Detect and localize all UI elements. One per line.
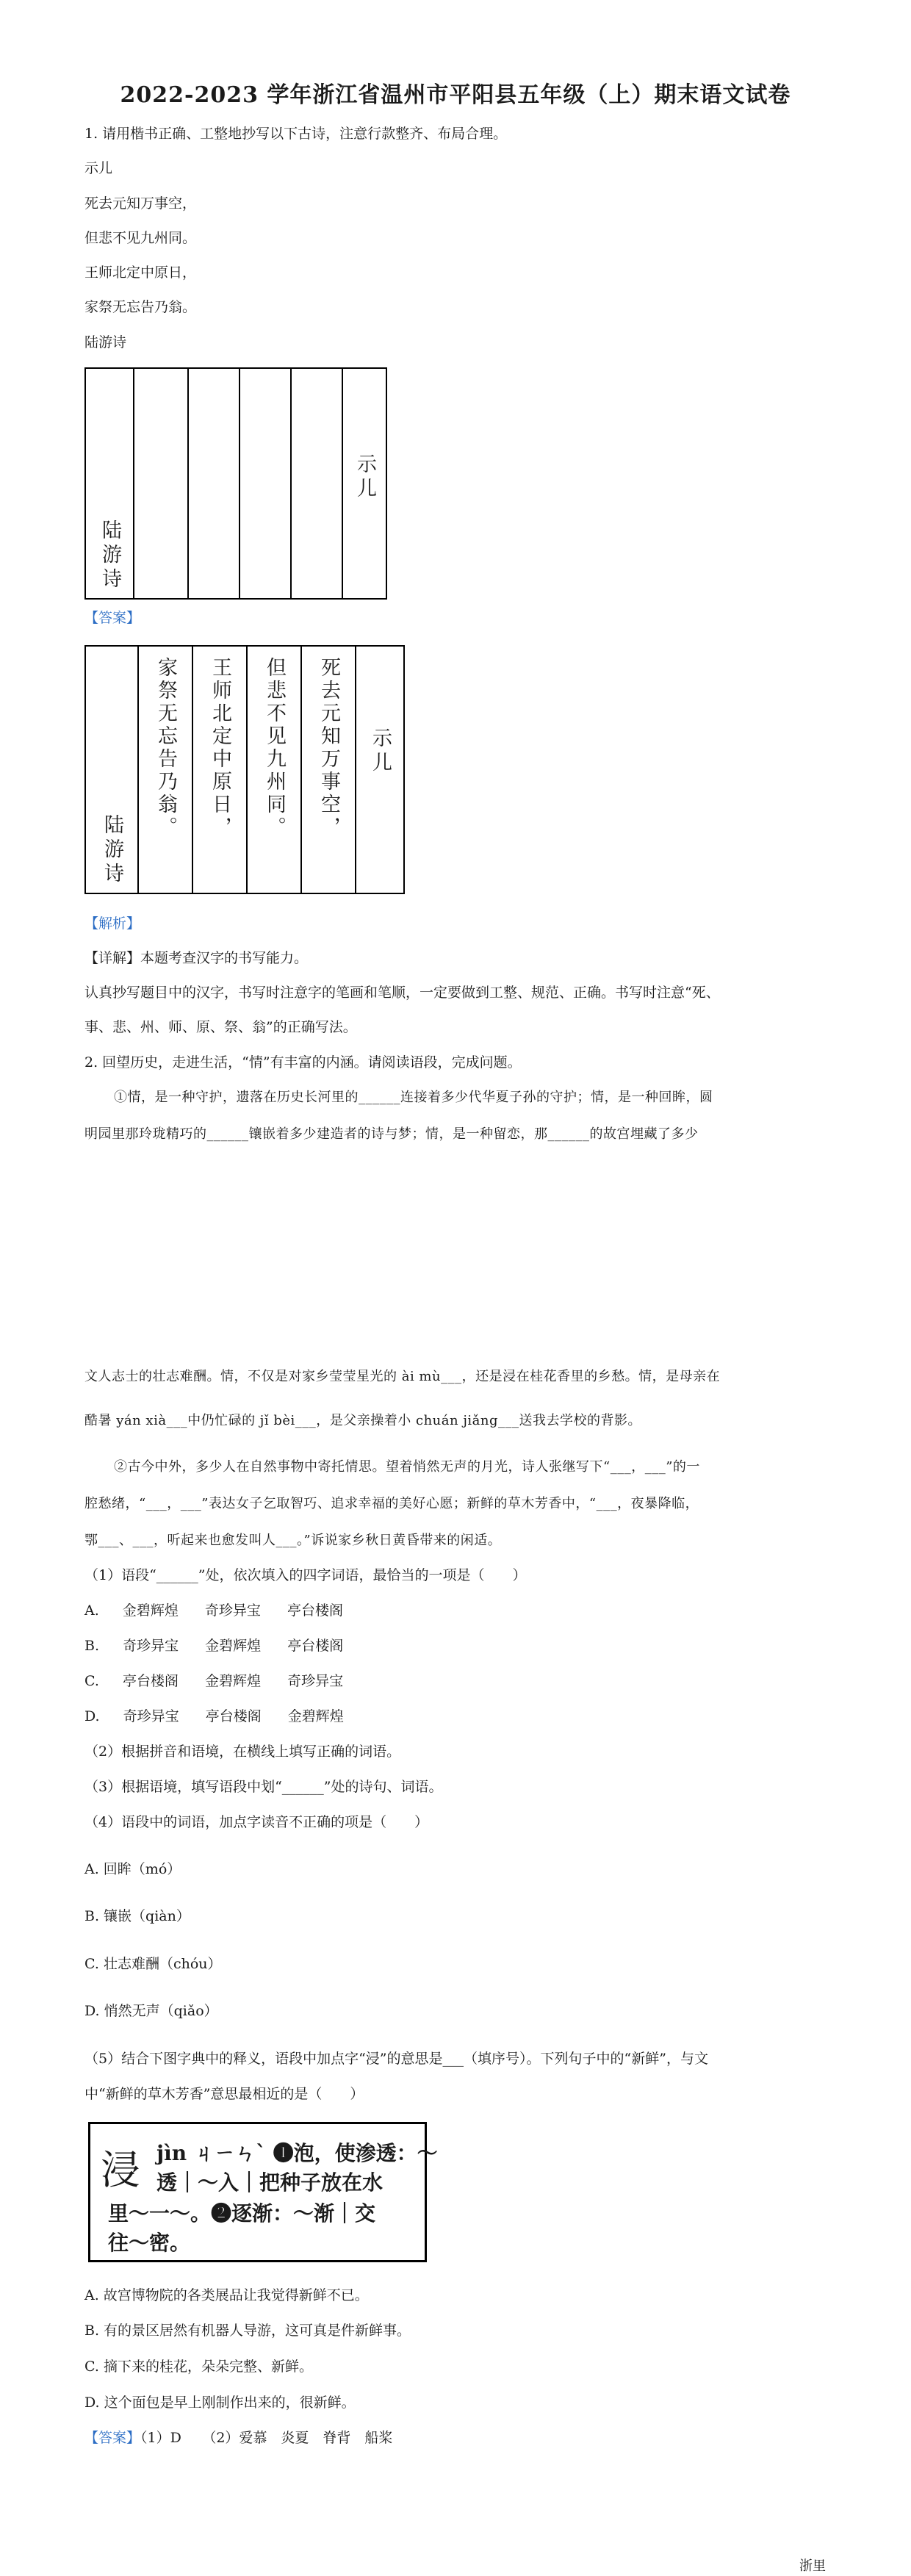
- grid-col-blank[interactable]: [240, 369, 292, 598]
- poem-author: 陆游诗: [84, 334, 127, 350]
- sub4-option-c[interactable]: C. 壮志难酬（chóu）: [84, 1956, 222, 1972]
- dict-line-2: 透｜～入｜把种子放在水: [156, 2170, 384, 2195]
- sub1-option-d[interactable]: D. 奇珍异宝 亭台楼阁 金碧辉煌: [84, 1708, 344, 1724]
- answer-col-line-1: [302, 647, 356, 893]
- blank-writing-grid: [84, 367, 387, 600]
- grid-col-author: [86, 369, 134, 598]
- grid-col-blank[interactable]: [189, 369, 240, 598]
- grid-author: 陆游诗: [98, 519, 121, 592]
- grid-col-blank[interactable]: [134, 369, 189, 598]
- q2-para1-line-4: 酷暑 yán xià___中仍忙碌的 jǐ bèi___，是父亲操着小 chuán jiǎng___送我去学校的背影。: [84, 1413, 642, 1428]
- sub4-option-d[interactable]: D. 悄然无声（qiǎo）: [84, 2003, 218, 2019]
- q2-para2-line-2: 腔愁绪，“___，___”表达女子乞取智巧、追求幸福的美好心愿；新鲜的草木芳香中，“___，夜暴降临，: [84, 1496, 699, 1511]
- q2-para1-line-1: ①情，是一种守护，遗落在历史长河里的______连接着多少代华夏子孙的守护；情，是一种回眸，圆: [114, 1090, 713, 1105]
- q2-para2-line-1: ②古今中外，多少人在自然事物中寄托情思。望着悄然无声的月光，诗人张继写下“___，___”的一: [114, 1459, 700, 1475]
- answer-col-line-2: [248, 647, 302, 893]
- poem-line-3: 王师北定中原日，: [84, 265, 197, 281]
- poem-line-4: 家祭无忘告乃翁。: [84, 299, 197, 315]
- poem-title: 示儿: [84, 160, 113, 176]
- q1-answer-label: 【答案】: [84, 610, 141, 626]
- answer-col-title: [356, 647, 405, 893]
- dict-line-1: jìn ㄐㄧㄣˋ ❶泡，使渗透：～: [156, 2141, 438, 2165]
- poem-line-2: 但悲不见九州同。: [84, 230, 197, 246]
- sub5-option-c[interactable]: C. 摘下来的桂花，朵朵完整、新鲜。: [84, 2359, 313, 2375]
- q2-sub5-line-1: （5）结合下图字典中的释义，语段中加点字“浸”的意思是___（填序号）。下列句子中的“新鲜”，与文: [84, 2051, 708, 2067]
- dict-line-4: 往～密。: [108, 2231, 191, 2255]
- sub4-option-a[interactable]: A. 回眸（mó）: [84, 1861, 181, 1877]
- q2-sub3: （3）根据语境，填写语段中划“______”处的诗句、词语。: [84, 1779, 443, 1795]
- grid-col-blank[interactable]: [292, 369, 343, 598]
- answer-line-1: 死去元知万事空，: [317, 657, 340, 839]
- dict-line-3: 里～一～。❷逐渐：～渐｜交: [108, 2201, 376, 2226]
- q2-sub1: （1）语段“______”处，依次填入的四字词语，最恰当的一项是（ ）: [84, 1567, 527, 1583]
- dictionary-entry: [88, 2122, 438, 2262]
- sub4-option-b[interactable]: B. 镶嵌（qiàn）: [84, 1908, 190, 1924]
- answer-col-author: [86, 647, 139, 893]
- answer-col-line-4: [139, 647, 193, 893]
- q2-prompt: 2. 回望历史，走进生活，“情”有丰富的内涵。请阅读语段，完成问题。: [84, 1054, 522, 1071]
- q1-detail-line-2: 事、悲、州、师、原、祭、翁”的正确写法。: [84, 1019, 357, 1035]
- answer-line-3: 王师北定中原日，: [209, 657, 231, 839]
- q2-answer: [84, 2428, 392, 2448]
- poem-line-1: 死去元知万事空，: [84, 195, 197, 212]
- q1-detail-line-1: 认真抄写题目中的汉字，书写时注意字的笔画和笔顺，一定要做到工整、规范、正确。书写时注意“死、: [84, 985, 720, 1001]
- q2-para1-line-2: 明园里那玲珑精巧的______镶嵌着多少建造者的诗与梦；情，是一种留恋，那______的故宫埋藏了多少: [84, 1126, 699, 1142]
- sub5-option-b[interactable]: B. 有的景区居然有机器人导游，这可真是件新鲜事。: [84, 2323, 411, 2339]
- answer-author: 陆游诗: [101, 814, 123, 887]
- sub1-option-c[interactable]: C. 亭台楼阁 金碧辉煌 奇珍异宝: [84, 1673, 344, 1689]
- answer-writing-grid: [84, 645, 405, 894]
- page-title: 2022-2023 学年浙江省温州市平阳县五年级（上）期末语文试卷: [120, 82, 791, 108]
- answer-line-4: 家祭无忘告乃翁。: [154, 657, 177, 839]
- grid-title: 示儿: [353, 453, 376, 502]
- sub1-option-b[interactable]: B. 奇珍异宝 金碧辉煌 亭台楼阁: [84, 1638, 344, 1654]
- answer-col-line-3: [193, 647, 248, 893]
- dict-character: 浸: [101, 2147, 140, 2193]
- q2-sub5-line-2: 中“新鲜的草木芳香”意思最相近的是（ ）: [84, 2086, 364, 2102]
- grid-col-title: [343, 369, 387, 598]
- q2-sub4: （4）语段中的词语，加点字读音不正确的项是（ ）: [84, 1814, 429, 1830]
- sub5-option-a[interactable]: A. 故宫博物院的各类展品让我觉得新鲜不已。: [84, 2287, 369, 2303]
- answer-line-2: 但悲不见九州同。: [263, 657, 286, 839]
- q2-para1-line-3: 文人志士的壮志难酬。情，不仅是对家乡莹莹星光的 ài mù___，还是浸在桂花香里的乡愁。情，是母亲在: [84, 1369, 721, 1384]
- sub5-option-d[interactable]: D. 这个面包是早上刚制作出来的，很新鲜。: [84, 2395, 356, 2411]
- q2-para2-line-3: 鄂___、___，听起来也愈发叫人___。”诉说家乡秋日黄昏带来的闲适。: [84, 1533, 502, 1548]
- answer-title: 示儿: [369, 727, 392, 776]
- q1-detail: 【详解】本题考查汉字的书写能力。: [84, 950, 309, 966]
- sub1-option-a[interactable]: A. 金碧辉煌 奇珍异宝 亭台楼阁: [84, 1602, 343, 1619]
- q2-answer-text: （1）D （2）爱慕 炎夏 脊背 船桨: [140, 2430, 393, 2446]
- q1-analysis-label: 【解析】: [84, 915, 141, 932]
- q2-sub2: （2）根据拼音和语境，在横线上填写正确的词语。: [84, 1744, 401, 1760]
- q1-prompt: 1. 请用楷书正确、工整地抄写以下古诗，注意行款整齐、布局合理。: [84, 126, 508, 142]
- page-footer: 浙里: [799, 2558, 826, 2574]
- q2-answer-label: 【答案】: [84, 2430, 141, 2446]
